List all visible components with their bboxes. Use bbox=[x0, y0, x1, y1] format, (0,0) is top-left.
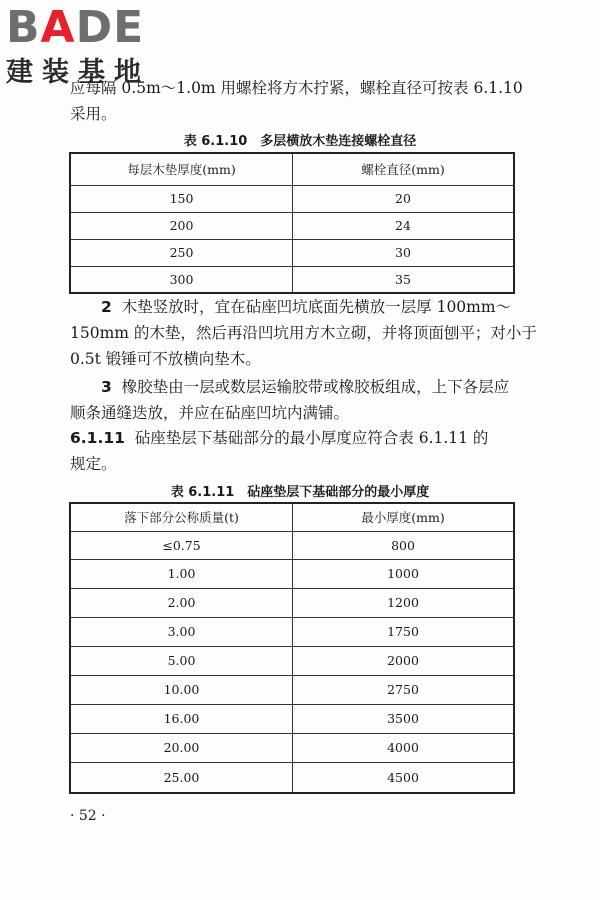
page-number: · 52 · bbox=[70, 808, 106, 824]
table-cell: 3500 bbox=[293, 704, 515, 733]
table-cell: 16.00 bbox=[70, 704, 293, 733]
table-header-cell: 螺栓直径(mm) bbox=[293, 153, 515, 185]
table-cell: 2.00 bbox=[70, 588, 293, 617]
foundation-thickness-table bbox=[69, 502, 515, 794]
clause-2-paragraph bbox=[70, 294, 537, 372]
table-cell: 250 bbox=[70, 239, 293, 266]
intro-line-2: 采用。 bbox=[70, 105, 117, 123]
table-header-cell: 落下部分公称质量(t) bbox=[70, 503, 293, 531]
table-cell: 4500 bbox=[293, 762, 515, 793]
table-cell: 10.00 bbox=[70, 675, 293, 704]
logo-subtitle: 建装基地 bbox=[6, 57, 150, 88]
table-cell: 20 bbox=[293, 185, 515, 212]
table-cell: ≤0.75 bbox=[70, 531, 293, 559]
table-cell: 3.00 bbox=[70, 617, 293, 646]
table-cell: 24 bbox=[293, 212, 515, 239]
clause-2-line-2: 150mm 的木垫，然后再沿凹坑用方木立砌，并将顶面刨平；对小于 bbox=[70, 324, 537, 342]
intro-paragraph bbox=[70, 75, 523, 127]
table-row bbox=[70, 239, 514, 266]
clause-2-line-1: 木垫竖放时，宜在砧座凹坑底面先横放一层厚 100mm～ bbox=[121, 298, 512, 316]
table-cell: 4000 bbox=[293, 733, 515, 762]
table-row bbox=[70, 646, 514, 675]
table-row bbox=[70, 531, 514, 559]
table-cell: 1750 bbox=[293, 617, 515, 646]
table-row bbox=[70, 675, 514, 704]
table-cell: 1200 bbox=[293, 588, 515, 617]
table2-caption: 表 6.1.11 砧座垫层下基础部分的最小厚度 bbox=[170, 485, 430, 500]
clause-3-line-1: 橡胶垫由一层或数层运输胶带或橡胶板组成，上下各层应 bbox=[121, 378, 510, 396]
table-cell: 800 bbox=[293, 531, 515, 559]
table-cell: 25.00 bbox=[70, 762, 293, 793]
table-row bbox=[70, 212, 514, 239]
table-cell: 300 bbox=[70, 266, 293, 293]
table-row bbox=[70, 185, 514, 212]
clause-number: 3 bbox=[101, 378, 112, 396]
table-cell: 2750 bbox=[293, 675, 515, 704]
clause-2-line-3: 0.5t 锻锤可不放横向垫木。 bbox=[70, 350, 261, 368]
table-row bbox=[70, 266, 514, 293]
table-header-cell: 最小厚度(mm) bbox=[293, 503, 515, 531]
table-cell: 1.00 bbox=[70, 559, 293, 588]
table-row bbox=[70, 617, 514, 646]
table-row bbox=[70, 588, 514, 617]
table-cell: 150 bbox=[70, 185, 293, 212]
clause-6-1-11-line-2: 规定。 bbox=[70, 455, 117, 473]
clause-3-paragraph bbox=[70, 374, 509, 426]
table-cell: 20.00 bbox=[70, 733, 293, 762]
clause-number: 2 bbox=[101, 298, 112, 316]
table-header-row bbox=[70, 503, 514, 531]
table-cell: 35 bbox=[293, 266, 515, 293]
table-header-cell: 每层木垫厚度(mm) bbox=[70, 153, 293, 185]
table-row bbox=[70, 733, 514, 762]
clause-number: 6.1.11 bbox=[70, 429, 125, 447]
table-header-row bbox=[70, 153, 514, 185]
table-row bbox=[70, 559, 514, 588]
table-row bbox=[70, 762, 514, 793]
clause-6-1-11-paragraph bbox=[70, 425, 488, 477]
table-row bbox=[70, 704, 514, 733]
table1-caption: 表 6.1.10 多层横放木垫连接螺栓直径 bbox=[183, 134, 417, 149]
table-cell: 200 bbox=[70, 212, 293, 239]
table-cell: 30 bbox=[293, 239, 515, 266]
intro-line-1: 应每隔 0.5m～1.0m 用螺栓将方木拧紧，螺栓直径可按表 6.1.10 bbox=[70, 79, 523, 97]
bolt-diameter-table bbox=[69, 152, 515, 294]
table-cell: 1000 bbox=[293, 559, 515, 588]
table-cell: 2000 bbox=[293, 646, 515, 675]
clause-3-line-2: 顺条通缝迭放，并应在砧座凹坑内满铺。 bbox=[70, 404, 350, 422]
clause-6-1-11-line-1: 砧座垫层下基础部分的最小厚度应符合表 6.1.11 的 bbox=[134, 429, 489, 447]
logo-wordmark: BADE bbox=[6, 2, 145, 53]
table-cell: 5.00 bbox=[70, 646, 293, 675]
